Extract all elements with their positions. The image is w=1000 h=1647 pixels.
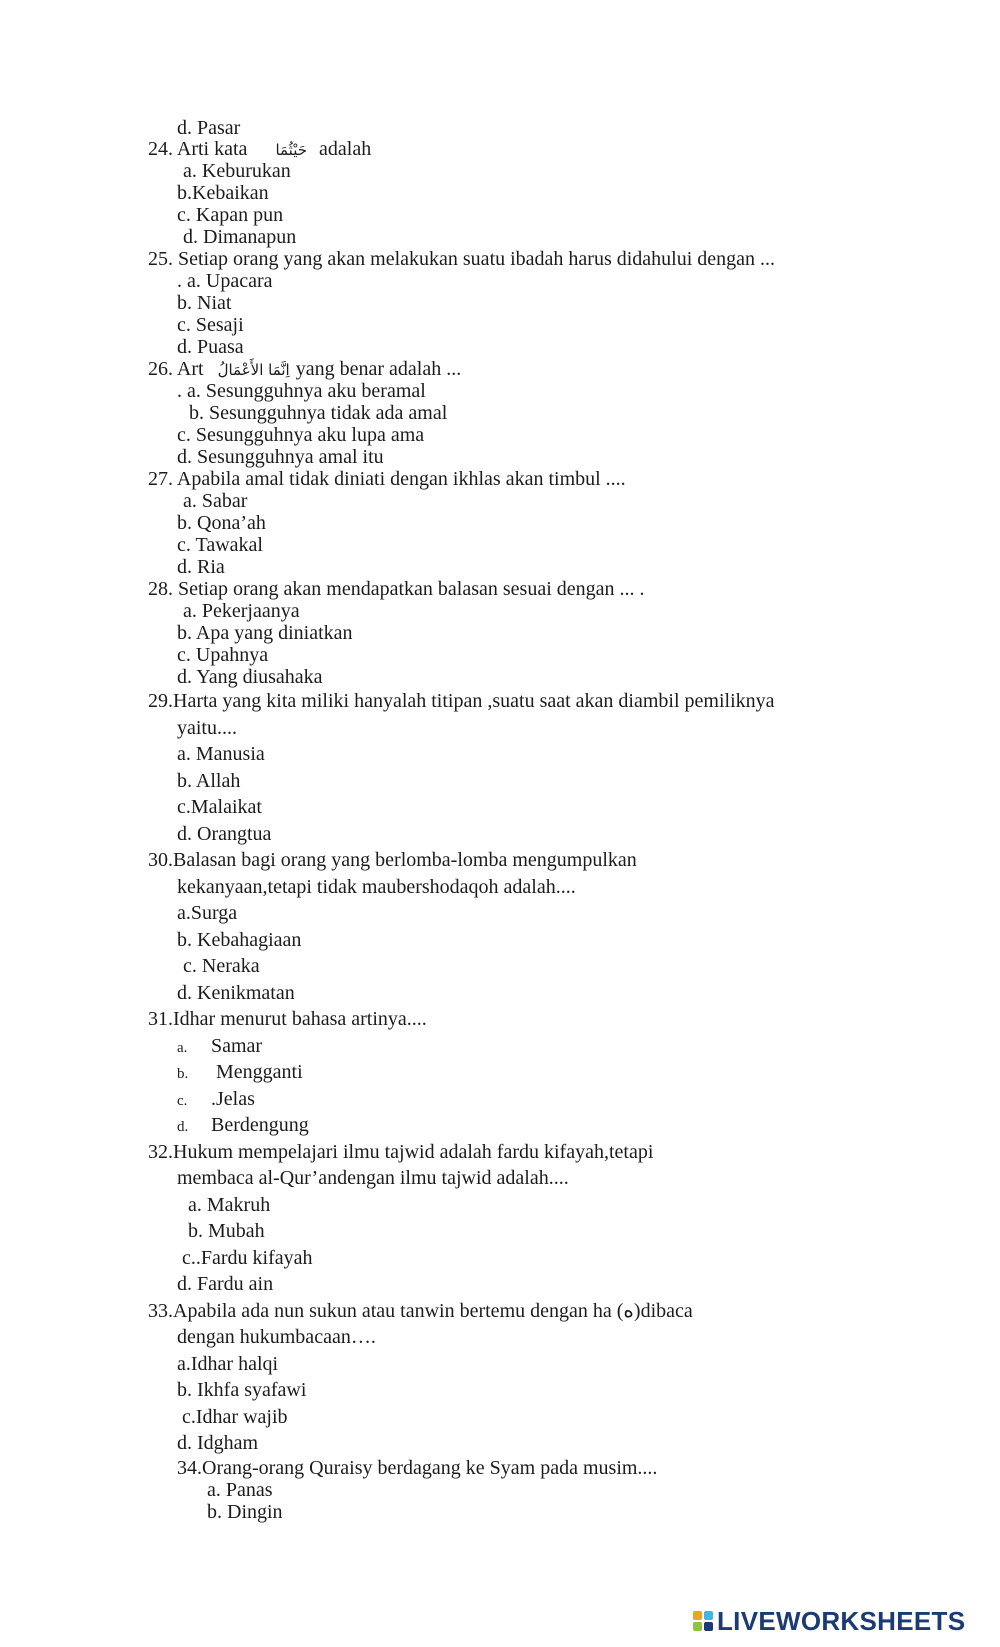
question-27: 27. Apabila amal tidak diniati dengan ikhlas akan timbul .... xyxy=(148,468,626,490)
option-line: c. .Jelas xyxy=(177,1088,255,1110)
question-24: 24. Arti kata حَيْثُمَا adalah xyxy=(148,138,372,160)
logo-grid-icon xyxy=(693,1611,713,1631)
option-line: d. Berdengung xyxy=(177,1114,309,1136)
question-line: dengan hukumbacaan…. xyxy=(177,1326,376,1348)
logo-square xyxy=(704,1611,713,1620)
option-line: a.Idhar halqi xyxy=(177,1353,279,1375)
option-line: d. Ria xyxy=(177,556,225,578)
option-line: c. Sesaji xyxy=(177,314,244,336)
question-31: 31.Idhar menurut bahasa artinya.... xyxy=(148,1008,427,1030)
arabic-text: اِنَّمَا الأَعْمَالُ xyxy=(217,361,290,379)
logo-square xyxy=(704,1622,713,1631)
option-line: d. Fardu ain xyxy=(177,1273,274,1295)
option-line: b. Sesungguhnya tidak ada amal xyxy=(189,402,448,424)
option-line: b. Dingin xyxy=(207,1501,283,1523)
option-line: b. Qona’ah xyxy=(177,512,266,534)
option-line: a. Sabar xyxy=(183,490,248,512)
option-line: b. Allah xyxy=(177,770,241,792)
option-line: a. Manusia xyxy=(177,743,265,765)
option-line: a. Samar xyxy=(177,1035,263,1057)
option-line: d. Pasar xyxy=(177,117,241,139)
option-line: a. Pekerjaanya xyxy=(183,600,300,622)
question-28: 28. Setiap orang akan mendapatkan balasan sesuai dengan ... . xyxy=(148,578,645,600)
logo-text: LIVEWORKSHEETS xyxy=(717,1605,966,1636)
question-26: 26. Art اِنَّمَا الأَعْمَالُ yang benar adalah ... xyxy=(148,358,462,380)
question-29: 29.Harta yang kita miliki hanyalah titipan ,suatu saat akan diambil pemiliknya xyxy=(148,690,775,712)
question-line: membaca al-Qur’andengan ilmu tajwid adalah.... xyxy=(177,1167,569,1189)
option-line: . a. Upacara xyxy=(177,270,273,292)
option-line: c. Upahnya xyxy=(177,644,269,666)
question-30: 30.Balasan bagi orang yang berlomba-lomba mengumpulkan xyxy=(148,849,637,871)
logo-square xyxy=(693,1622,702,1631)
option-line: a. Makruh xyxy=(188,1194,271,1216)
liveworksheets-logo xyxy=(693,1606,965,1636)
option-line: . a. Sesungguhnya aku beramal xyxy=(177,380,426,402)
option-line: c..Fardu kifayah xyxy=(182,1247,313,1269)
option-line: b. Niat xyxy=(177,292,232,314)
option-line: a.Surga xyxy=(177,902,238,924)
option-line: b. Ikhfa syafawi xyxy=(177,1379,307,1401)
option-line: c. Tawakal xyxy=(177,534,263,556)
option-line: d. Sesungguhnya amal itu xyxy=(177,446,384,468)
option-line: d. Kenikmatan xyxy=(177,982,295,1004)
option-line: d. Dimanapun xyxy=(183,226,297,248)
option-line: d. Puasa xyxy=(177,336,244,358)
option-line: b. Apa yang diniatkan xyxy=(177,622,353,644)
option-line: d. Yang diusahaka xyxy=(177,666,323,688)
option-line: b. Kebahagiaan xyxy=(177,929,302,951)
option-line: c. Sesungguhnya aku lupa ama xyxy=(177,424,425,446)
option-line: c. Kapan pun xyxy=(177,204,284,226)
option-line: a. Keburukan xyxy=(183,160,291,182)
question-25: 25. Setiap orang yang akan melakukan suatu ibadah harus didahului dengan ... xyxy=(148,248,776,270)
option-line: c.Malaikat xyxy=(177,796,262,818)
option-line: d. Idgham xyxy=(177,1432,259,1454)
option-line: b.Kebaikan xyxy=(177,182,269,204)
option-line: d. Orangtua xyxy=(177,823,272,845)
question-line: yaitu.... xyxy=(177,717,237,739)
option-line: a. Panas xyxy=(207,1479,273,1501)
option-line: c. Neraka xyxy=(183,955,260,977)
arabic-text: حَيْثُمَا xyxy=(275,141,308,159)
option-line: b. Mubah xyxy=(188,1220,265,1242)
question-34: 34.Orang-orang Quraisy berdagang ke Syam pada musim.... xyxy=(177,1457,658,1479)
question-33: 33.Apabila ada nun sukun atau tanwin bertemu dengan ha (ه)dibaca xyxy=(148,1300,693,1322)
option-line: c.Idhar wajib xyxy=(182,1406,288,1428)
logo-square xyxy=(693,1611,702,1620)
question-line: kekanyaan,tetapi tidak maubershodaqoh adalah.... xyxy=(177,876,576,898)
question-32: 32.Hukum mempelajari ilmu tajwid adalah fardu kifayah,tetapi xyxy=(148,1141,654,1163)
option-line: b. Mengganti xyxy=(177,1061,303,1083)
